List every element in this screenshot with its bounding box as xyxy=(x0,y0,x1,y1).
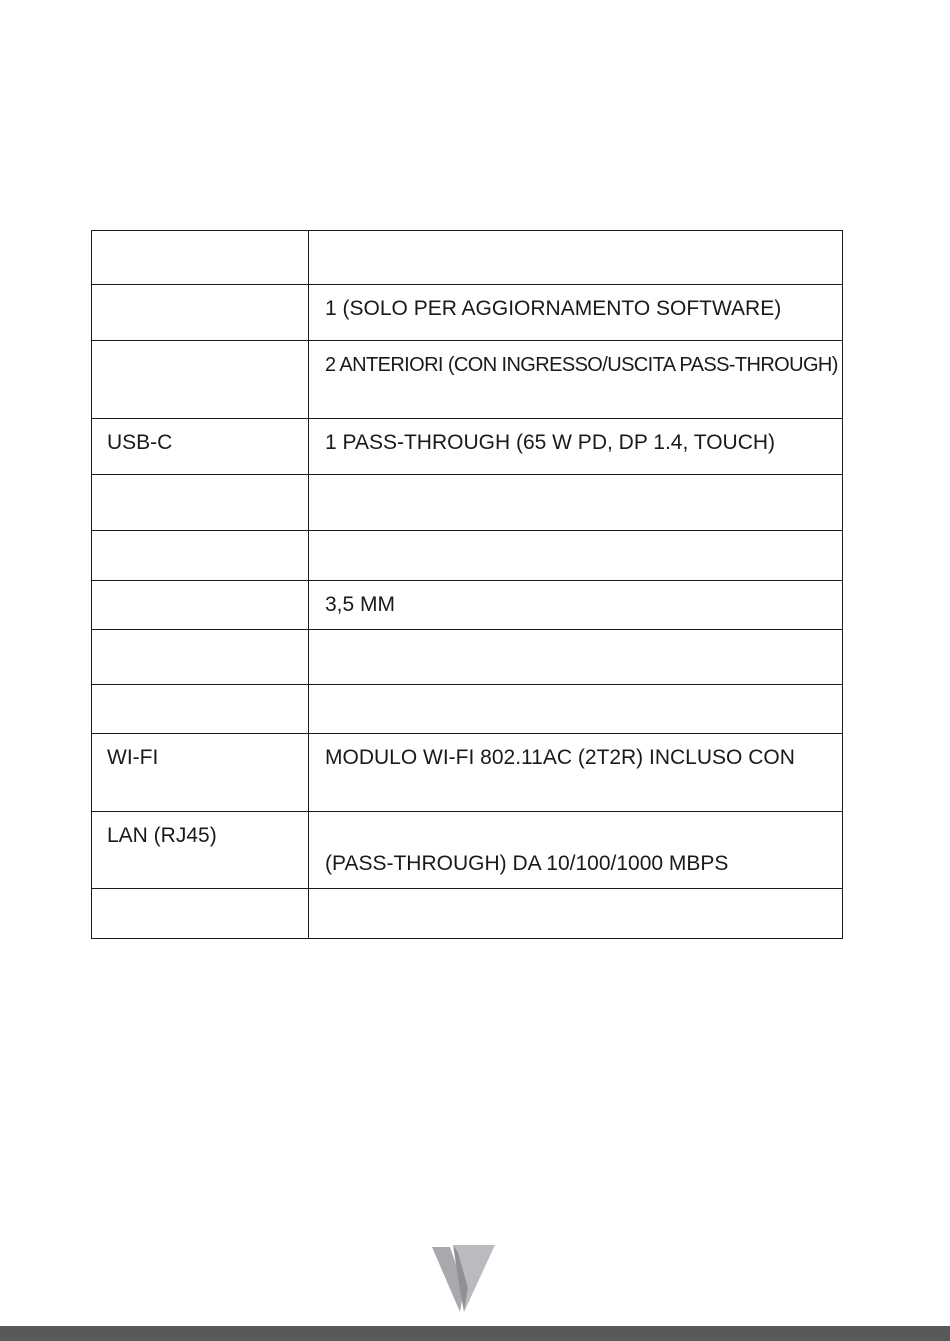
row-label: LAN (RJ45) xyxy=(92,812,309,889)
row-label xyxy=(92,531,309,581)
row-value: 3,5 MM xyxy=(309,581,843,630)
row-value: 1 PASS-THROUGH (65 W PD, DP 1.4, TOUCH) xyxy=(309,419,843,475)
row-label xyxy=(92,341,309,419)
table-row xyxy=(92,889,843,939)
row-value xyxy=(309,889,843,939)
table-row xyxy=(92,531,843,581)
row-value xyxy=(309,231,843,285)
table-row xyxy=(92,285,843,341)
row-value: 1 (SOLO PER AGGIORNAMENTO SOFTWARE) xyxy=(309,285,843,341)
table-row xyxy=(92,231,843,285)
row-label xyxy=(92,630,309,685)
row-value: 2 ANTERIORI (CON INGRESSO/USCITA PASS-THROUGH) xyxy=(309,341,843,419)
table-row xyxy=(92,685,843,734)
row-label xyxy=(92,889,309,939)
row-label xyxy=(92,581,309,630)
row-value xyxy=(309,531,843,581)
table-row xyxy=(92,341,843,419)
row-label: USB-C xyxy=(92,419,309,475)
table-row xyxy=(92,581,843,630)
row-label: WI-FI xyxy=(92,734,309,812)
footer-bar xyxy=(0,1326,950,1341)
table-row xyxy=(92,475,843,531)
table-row xyxy=(92,630,843,685)
row-value xyxy=(309,685,843,734)
row-label xyxy=(92,475,309,531)
table-row xyxy=(92,812,843,889)
row-value xyxy=(309,475,843,531)
row-label xyxy=(92,685,309,734)
row-value xyxy=(309,630,843,685)
row-value: MODULO WI-FI 802.11AC (2T2R) INCLUSO CON xyxy=(309,734,843,812)
row-value: (PASS-THROUGH) DA 10/100/1000 MBPS xyxy=(309,812,843,889)
spec-table xyxy=(91,230,843,939)
row-label xyxy=(92,285,309,341)
v7-logo-icon xyxy=(431,1244,497,1314)
table-row xyxy=(92,419,843,475)
row-label xyxy=(92,231,309,285)
table-row xyxy=(92,734,843,812)
